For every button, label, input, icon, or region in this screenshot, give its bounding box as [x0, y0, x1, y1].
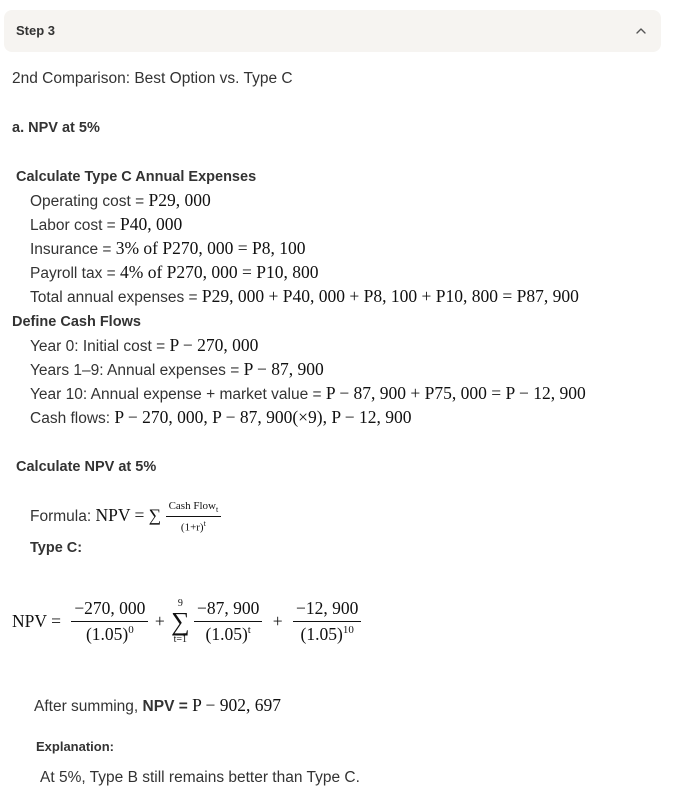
part-a-heading: a. NPV at 5% [12, 120, 100, 136]
npv-formula [30, 500, 221, 534]
payroll-tax-line [30, 262, 319, 283]
npv-heading: Calculate NPV at 5% [16, 459, 157, 475]
operating-cost-value: P29, 000 [148, 190, 211, 210]
plus-sign-1: + [154, 611, 165, 631]
term2-fraction [194, 598, 262, 645]
cash-flows-value: P − 270, 000, P − 87, 900(×9), P − 12, 900 [114, 407, 412, 427]
term3-exponent: 10 [342, 624, 354, 637]
formula-denominator: (1+r) [180, 521, 204, 534]
result-bold-label: NPV = [142, 698, 193, 715]
cash-flows-line [30, 407, 412, 428]
cashflows-heading: Define Cash Flows [12, 314, 141, 330]
term1-numerator: −270, 000 [71, 598, 148, 622]
summation-upper: 9 [177, 597, 183, 609]
formula-denominator-sup: t [203, 519, 206, 529]
plus-sign-2: + [272, 611, 283, 631]
year0-label: Year 0: Initial cost = [30, 338, 170, 355]
npv-equation [12, 598, 361, 645]
chevron-up-icon[interactable] [634, 24, 648, 38]
payroll-tax-value: 4% of P270, 000 = P10, 800 [120, 262, 319, 282]
npv-equation-lhs: NPV = [12, 611, 61, 631]
explanation-text: At 5%, Type B still remains better than Type C. [40, 769, 360, 786]
payroll-tax-label: Payroll tax = [30, 265, 121, 282]
operating-cost-line [30, 190, 211, 211]
step-header[interactable] [4, 10, 661, 52]
formula-lhs: NPV = ∑ [95, 505, 162, 526]
term2-exponent: t [247, 624, 251, 637]
step-title: Step 3 [16, 23, 56, 38]
labor-cost-value: P40, 000 [120, 214, 183, 234]
term2-numerator: −87, 900 [194, 598, 262, 622]
year10-value: P − 87, 900 + P75, 000 = P − 12, 900 [325, 383, 586, 403]
insurance-label: Insurance = [30, 241, 116, 258]
labor-cost-label: Labor cost = [30, 217, 121, 234]
year10-line [30, 383, 586, 404]
year10-label: Year 10: Annual expense + market value = [30, 386, 326, 403]
formula-label: Formula: [30, 508, 96, 526]
explanation-heading: Explanation: [36, 739, 115, 754]
labor-cost-line [30, 214, 182, 235]
total-expenses-line [30, 286, 579, 307]
term3-numerator: −12, 900 [293, 598, 361, 622]
year0-value: P − 270, 000 [169, 335, 259, 355]
year0-line [30, 335, 258, 356]
result-label: After summing, [34, 698, 143, 715]
years1-9-line [30, 359, 324, 380]
total-expenses-label: Total annual expenses = [30, 289, 202, 306]
years1-9-label: Years 1–9: Annual expenses = [30, 362, 244, 379]
comparison-subtitle: 2nd Comparison: Best Option vs. Type C [12, 70, 293, 87]
term1-fraction [71, 598, 148, 645]
term2-denominator: (1.05) [205, 624, 248, 644]
years1-9-value: P − 87, 900 [243, 359, 324, 379]
term3-fraction [293, 598, 361, 645]
cash-flows-label: Cash flows: [30, 410, 115, 427]
npv-result-line [34, 695, 281, 716]
summation-lower: t=1 [173, 633, 188, 645]
term3-denominator: (1.05) [300, 624, 343, 644]
total-expenses-value: P29, 000 + P40, 000 + P8, 100 + P10, 800 = P87, 900 [201, 286, 579, 306]
insurance-line [30, 238, 305, 259]
summation [171, 599, 190, 645]
formula-numerator: Cash Flow [168, 500, 216, 512]
formula-numerator-sub: t [215, 505, 219, 515]
term1-exponent: 0 [128, 624, 134, 637]
term1-denominator: (1.05) [85, 624, 129, 644]
type-c-label: Type C: [30, 540, 83, 556]
formula-fraction [166, 500, 222, 534]
insurance-value: 3% of P270, 000 = P8, 100 [115, 238, 306, 258]
expenses-heading: Calculate Type C Annual Expenses [16, 169, 257, 185]
npv-result-value: P − 902, 697 [192, 695, 282, 715]
operating-cost-label: Operating cost = [30, 193, 149, 210]
summation-symbol: ∑ [171, 606, 190, 636]
